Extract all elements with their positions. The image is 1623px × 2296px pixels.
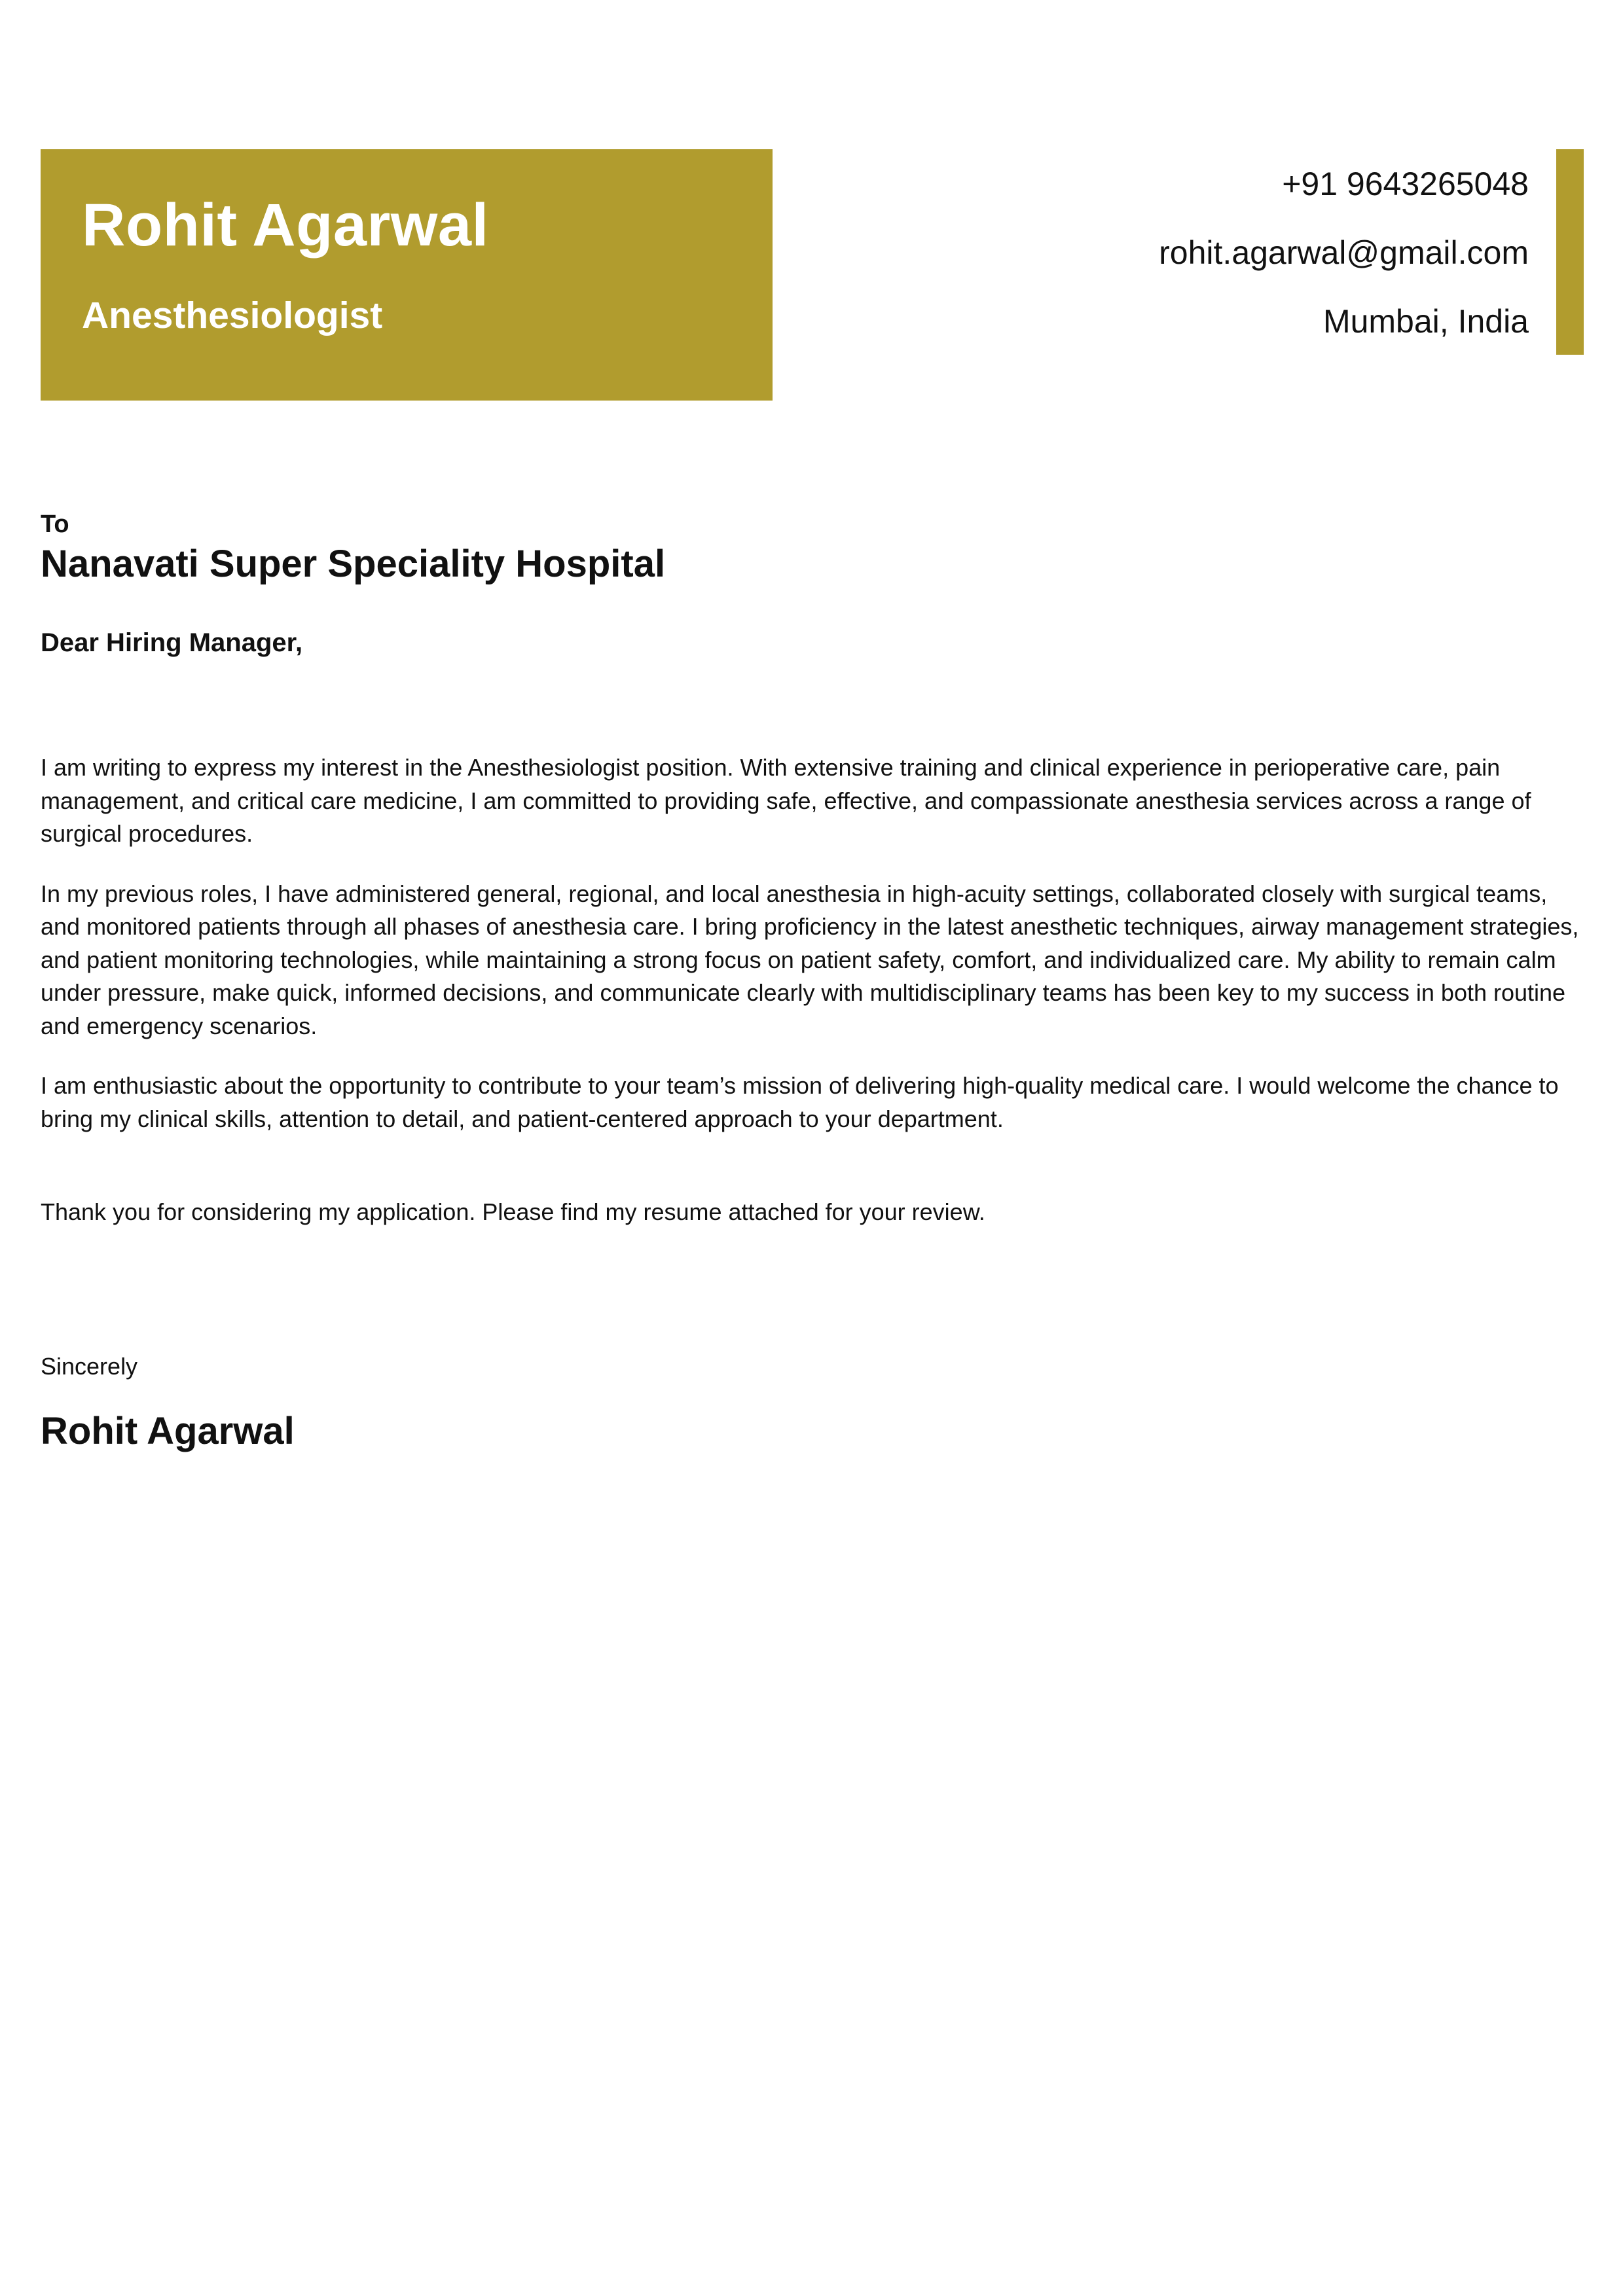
body-paragraph: I am writing to express my interest in the Anesthesiologist position. With extensive training and clinical experience in perioperative care, pain management, and critical care medicine, I am committed to providing safe, effective, and compassionate anesthesia services across a range of surgical procedures. [41, 754, 1531, 847]
body-paragraph: I am enthusiastic about the opportunity to contribute to your team’s mission of delivering high-quality medical care. I would welcome the chance to bring my clinical skills, attention to detail, and patient-centered approach to your department. [41, 1072, 1559, 1132]
contact-location: Mumbai, India [1322, 302, 1529, 340]
contact-email: rohit.agarwal@gmail.com [1159, 234, 1529, 271]
sign-off: Sincerely [41, 1353, 138, 1380]
contact-phone: +91 9643265048 [1282, 165, 1529, 202]
closing-paragraph: Thank you for considering my application. Please find my resume attached for your review. [41, 1198, 985, 1225]
body-paragraph: In my previous roles, I have administered general, regional, and local anesthesia in high-acuity settings, collaborated closely with surgical teams, and monitored patients through all phases of anesthesia care. I bring proficiency in the latest anesthetic techniques, airway management strategies, and patient monitoring technologies, while maintaining a strong focus on patient safety, comfort, and individualized care. My ability to remain calm under pressure, make quick, informed decisions, and communicate clearly with multidisciplinary teams has been key to my success in both routine and emergency scenarios. [41, 880, 1579, 1039]
applicant-job-title: Anesthesiologist [82, 295, 383, 336]
signature-name: Rohit Agarwal [41, 1410, 295, 1452]
applicant-name: Rohit Agarwal [82, 192, 489, 259]
letter-body [41, 751, 1586, 1256]
salutation: Dear Hiring Manager, [41, 628, 303, 657]
accent-bar [1556, 149, 1584, 355]
recipient-organization: Nanavati Super Speciality Hospital [41, 543, 666, 585]
to-label: To [41, 511, 69, 538]
header-banner [41, 149, 773, 401]
contact-details [1159, 149, 1529, 355]
